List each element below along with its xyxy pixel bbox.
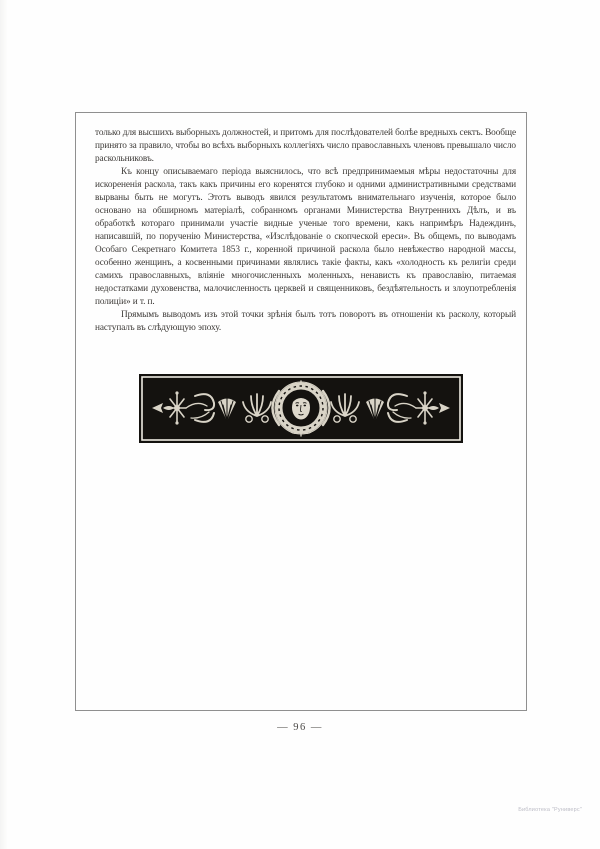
mask-face-icon: [292, 393, 310, 420]
ornament-vignette: [139, 374, 463, 443]
library-watermark: Библиотека "Руниверс": [518, 807, 582, 813]
body-paragraph-3: Прямымъ выводомъ изъ этой точки зрѣнія былъ тотъ поворотъ въ отношеніи къ расколу, который наступалъ въ слѣдующую эпоху.: [95, 310, 516, 333]
page-border-frame: [75, 112, 527, 711]
ornament-engraving: [139, 374, 463, 443]
body-paragraph-2: Къ концу описываемаго періода выяснилось, что всѣ предпринимаемыя мѣры недостаточны для искорененія раскола, такъ какъ причины его коренятся глубоко и одними административными средствами вырваны быть не могутъ. Этотъ выводъ явился результатомъ внимательнаго изученія, которое было основано на обширномъ матеріалѣ, собранномъ органами Министерства Внутреннихъ Дѣлъ, и въ обработкѣ котораго принимали участіе видные ученые того времени, какъ напримѣръ Надеждинъ, написавшій, по порученію Министерства, «Изслѣдованіе о скопческой ереси». Въ общемъ, по выводамъ Особаго Секретнаго Комитета 1853 г., коренной причиной раскола было невѣжество народной массы, особенно женщинъ, а косвенными причинами являлись такіе факты, какъ «холодность къ религіи среди самихъ православныхъ, вліяніе многочисленныхъ моленныхъ, ненависть къ православію, питаемая недостатками духовенства, малочисленность церквей и священниковъ, бездѣятельность и злоупотребленія полиціи» и т. п.: [95, 167, 516, 307]
page-number: — 96 —: [277, 722, 323, 733]
body-text-block: [95, 127, 516, 335]
body-paragraph-1: только для высшихъ выборныхъ должностей, и притомъ для послѣдователей болѣе вредныхъ сектъ. Вообще принято за правило, чтобы во всѣхъ выборныхъ коллегіяхъ число православныхъ членовъ превышало число раскольниковъ.: [95, 128, 516, 164]
